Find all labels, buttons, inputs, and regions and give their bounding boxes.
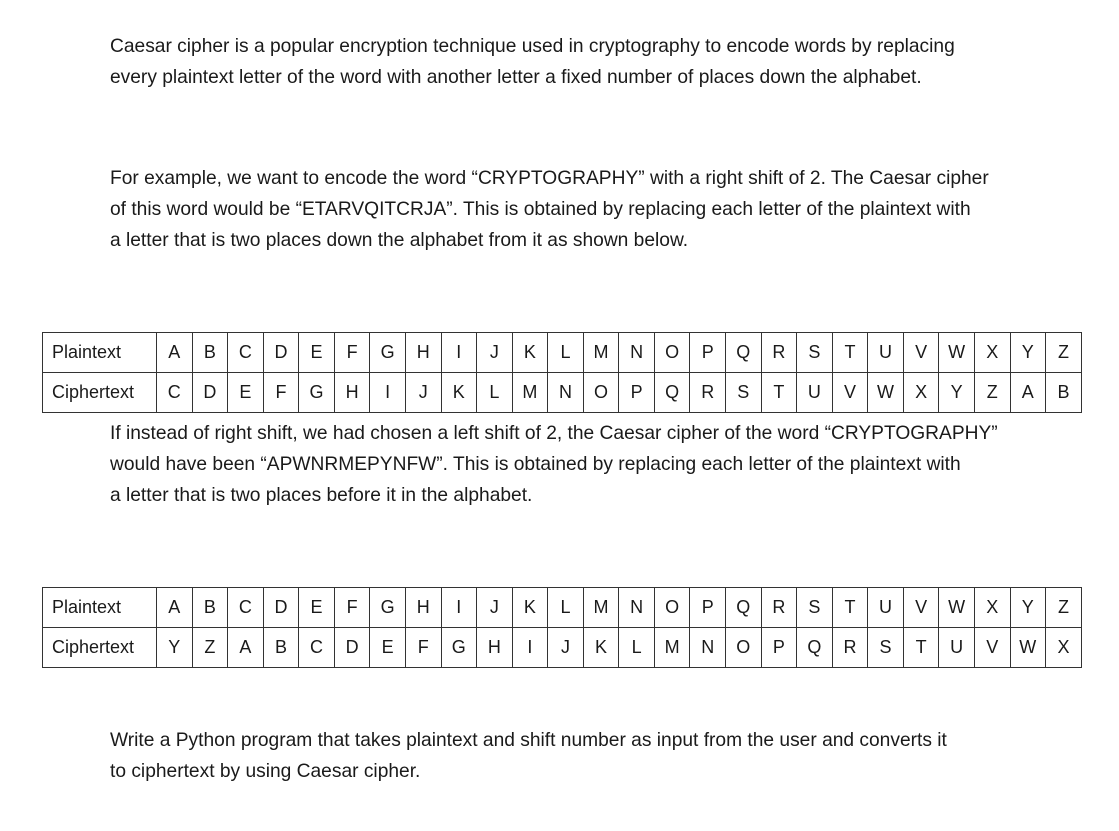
ciphertext-letter: O xyxy=(726,628,762,668)
plaintext-row-label: Plaintext xyxy=(43,333,157,373)
plaintext-letter: I xyxy=(441,588,477,628)
ciphertext-letter: J xyxy=(548,628,584,668)
plaintext-letter: C xyxy=(228,588,264,628)
plaintext-row-label: Plaintext xyxy=(43,588,157,628)
ciphertext-letter: H xyxy=(334,373,370,413)
ciphertext-letter: R xyxy=(832,628,868,668)
example-line: would have been “APWNRMEPYNFW”. This is obtained by replacing each letter of the plaintext with xyxy=(110,454,961,475)
ciphertext-letter: K xyxy=(441,373,477,413)
right-shift-cipher-table xyxy=(42,332,1082,413)
ciphertext-letter: L xyxy=(477,373,513,413)
plaintext-row xyxy=(43,588,1082,628)
plaintext-letter: M xyxy=(583,588,619,628)
ciphertext-letter: O xyxy=(583,373,619,413)
intro-line: Caesar cipher is a popular encryption technique used in cryptography to encode words by replacing xyxy=(110,36,955,57)
plaintext-letter: K xyxy=(512,588,548,628)
ciphertext-letter: L xyxy=(619,628,655,668)
plaintext-letter: Y xyxy=(1010,333,1046,373)
plaintext-letter: Q xyxy=(726,588,762,628)
right-shift-example-paragraph xyxy=(110,163,1020,256)
left-shift-cipher-table xyxy=(42,587,1082,668)
ciphertext-letter: M xyxy=(512,373,548,413)
plaintext-letter: G xyxy=(370,333,406,373)
ciphertext-letter: Q xyxy=(797,628,833,668)
plaintext-letter: R xyxy=(761,333,797,373)
ciphertext-letter: Y xyxy=(157,628,193,668)
ciphertext-letter: T xyxy=(761,373,797,413)
left-shift-example-paragraph xyxy=(110,418,1020,511)
plaintext-letter: C xyxy=(228,333,264,373)
plaintext-letter: H xyxy=(405,333,441,373)
ciphertext-letter: E xyxy=(228,373,264,413)
plaintext-letter: S xyxy=(797,333,833,373)
plaintext-letter: X xyxy=(974,333,1010,373)
plaintext-letter: R xyxy=(761,588,797,628)
ciphertext-letter: R xyxy=(690,373,726,413)
plaintext-letter: N xyxy=(619,333,655,373)
plaintext-letter: T xyxy=(832,588,868,628)
ciphertext-letter: K xyxy=(583,628,619,668)
plaintext-letter: G xyxy=(370,588,406,628)
plaintext-letter: L xyxy=(548,588,584,628)
ciphertext-letter: Z xyxy=(974,373,1010,413)
plaintext-letter: W xyxy=(939,333,975,373)
plaintext-letter: J xyxy=(477,588,513,628)
example-line: a letter that is two places before it in the alphabet. xyxy=(110,485,533,506)
plaintext-letter: Z xyxy=(1046,588,1082,628)
ciphertext-letter: Q xyxy=(654,373,690,413)
plaintext-letter: Q xyxy=(726,333,762,373)
plaintext-letter: V xyxy=(903,588,939,628)
plaintext-letter: P xyxy=(690,588,726,628)
plaintext-letter: X xyxy=(974,588,1010,628)
intro-paragraph xyxy=(110,31,1020,93)
ciphertext-letter: E xyxy=(370,628,406,668)
ciphertext-letter: D xyxy=(192,373,228,413)
plaintext-letter: U xyxy=(868,333,904,373)
ciphertext-letter: I xyxy=(370,373,406,413)
plaintext-letter: P xyxy=(690,333,726,373)
ciphertext-letter: F xyxy=(405,628,441,668)
ciphertext-letter: T xyxy=(903,628,939,668)
plaintext-letter: W xyxy=(939,588,975,628)
plaintext-letter: M xyxy=(583,333,619,373)
task-line: Write a Python program that takes plaintext and shift number as input from the user and converts it xyxy=(110,730,947,751)
ciphertext-row xyxy=(43,373,1082,413)
ciphertext-letter: Z xyxy=(192,628,228,668)
plaintext-letter: F xyxy=(334,333,370,373)
ciphertext-letter: V xyxy=(832,373,868,413)
ciphertext-letter: B xyxy=(263,628,299,668)
ciphertext-row-label: Ciphertext xyxy=(43,373,157,413)
ciphertext-letter: W xyxy=(1010,628,1046,668)
plaintext-letter: Z xyxy=(1046,333,1082,373)
example-line: a letter that is two places down the alphabet from it as shown below. xyxy=(110,230,689,251)
plaintext-letter: K xyxy=(512,333,548,373)
plaintext-letter: E xyxy=(299,588,335,628)
plaintext-letter: B xyxy=(192,333,228,373)
ciphertext-letter: Y xyxy=(939,373,975,413)
ciphertext-letter: P xyxy=(619,373,655,413)
ciphertext-letter: C xyxy=(157,373,193,413)
plaintext-letter: A xyxy=(157,333,193,373)
plaintext-letter: A xyxy=(157,588,193,628)
plaintext-letter: O xyxy=(654,333,690,373)
ciphertext-letter: F xyxy=(263,373,299,413)
ciphertext-letter: X xyxy=(1046,628,1082,668)
ciphertext-row xyxy=(43,628,1082,668)
ciphertext-letter: A xyxy=(1010,373,1046,413)
ciphertext-letter: M xyxy=(654,628,690,668)
ciphertext-letter: C xyxy=(299,628,335,668)
plaintext-letter: V xyxy=(903,333,939,373)
plaintext-row xyxy=(43,333,1082,373)
ciphertext-letter: W xyxy=(868,373,904,413)
example-line: For example, we want to encode the word “CRYPTOGRAPHY” with a right shift of 2. The Caesar cipher xyxy=(110,168,989,189)
ciphertext-letter: G xyxy=(299,373,335,413)
ciphertext-letter: A xyxy=(228,628,264,668)
plaintext-letter: J xyxy=(477,333,513,373)
ciphertext-letter: G xyxy=(441,628,477,668)
plaintext-letter: E xyxy=(299,333,335,373)
intro-line: every plaintext letter of the word with another letter a fixed number of places down the alphabet. xyxy=(110,67,922,88)
ciphertext-letter: S xyxy=(726,373,762,413)
plaintext-letter: L xyxy=(548,333,584,373)
plaintext-letter: B xyxy=(192,588,228,628)
ciphertext-letter: B xyxy=(1046,373,1082,413)
task-line: to ciphertext by using Caesar cipher. xyxy=(110,761,421,782)
example-line: If instead of right shift, we had chosen a left shift of 2, the Caesar cipher of the word “CRYPTOGRAPHY” xyxy=(110,423,998,444)
plaintext-letter: F xyxy=(334,588,370,628)
ciphertext-letter: X xyxy=(903,373,939,413)
ciphertext-letter: P xyxy=(761,628,797,668)
plaintext-letter: D xyxy=(263,588,299,628)
plaintext-letter: O xyxy=(654,588,690,628)
ciphertext-letter: I xyxy=(512,628,548,668)
plaintext-letter: T xyxy=(832,333,868,373)
plaintext-letter: Y xyxy=(1010,588,1046,628)
plaintext-letter: H xyxy=(405,588,441,628)
task-paragraph xyxy=(110,725,1020,787)
ciphertext-letter: V xyxy=(974,628,1010,668)
plaintext-letter: I xyxy=(441,333,477,373)
ciphertext-row-label: Ciphertext xyxy=(43,628,157,668)
ciphertext-letter: N xyxy=(548,373,584,413)
example-line: of this word would be “ETARVQITCRJA”. This is obtained by replacing each letter of the plaintext with xyxy=(110,199,971,220)
ciphertext-letter: J xyxy=(405,373,441,413)
ciphertext-letter: D xyxy=(334,628,370,668)
plaintext-letter: S xyxy=(797,588,833,628)
plaintext-letter: N xyxy=(619,588,655,628)
ciphertext-letter: H xyxy=(477,628,513,668)
plaintext-letter: D xyxy=(263,333,299,373)
ciphertext-letter: U xyxy=(797,373,833,413)
ciphertext-letter: S xyxy=(868,628,904,668)
plaintext-letter: U xyxy=(868,588,904,628)
ciphertext-letter: U xyxy=(939,628,975,668)
ciphertext-letter: N xyxy=(690,628,726,668)
